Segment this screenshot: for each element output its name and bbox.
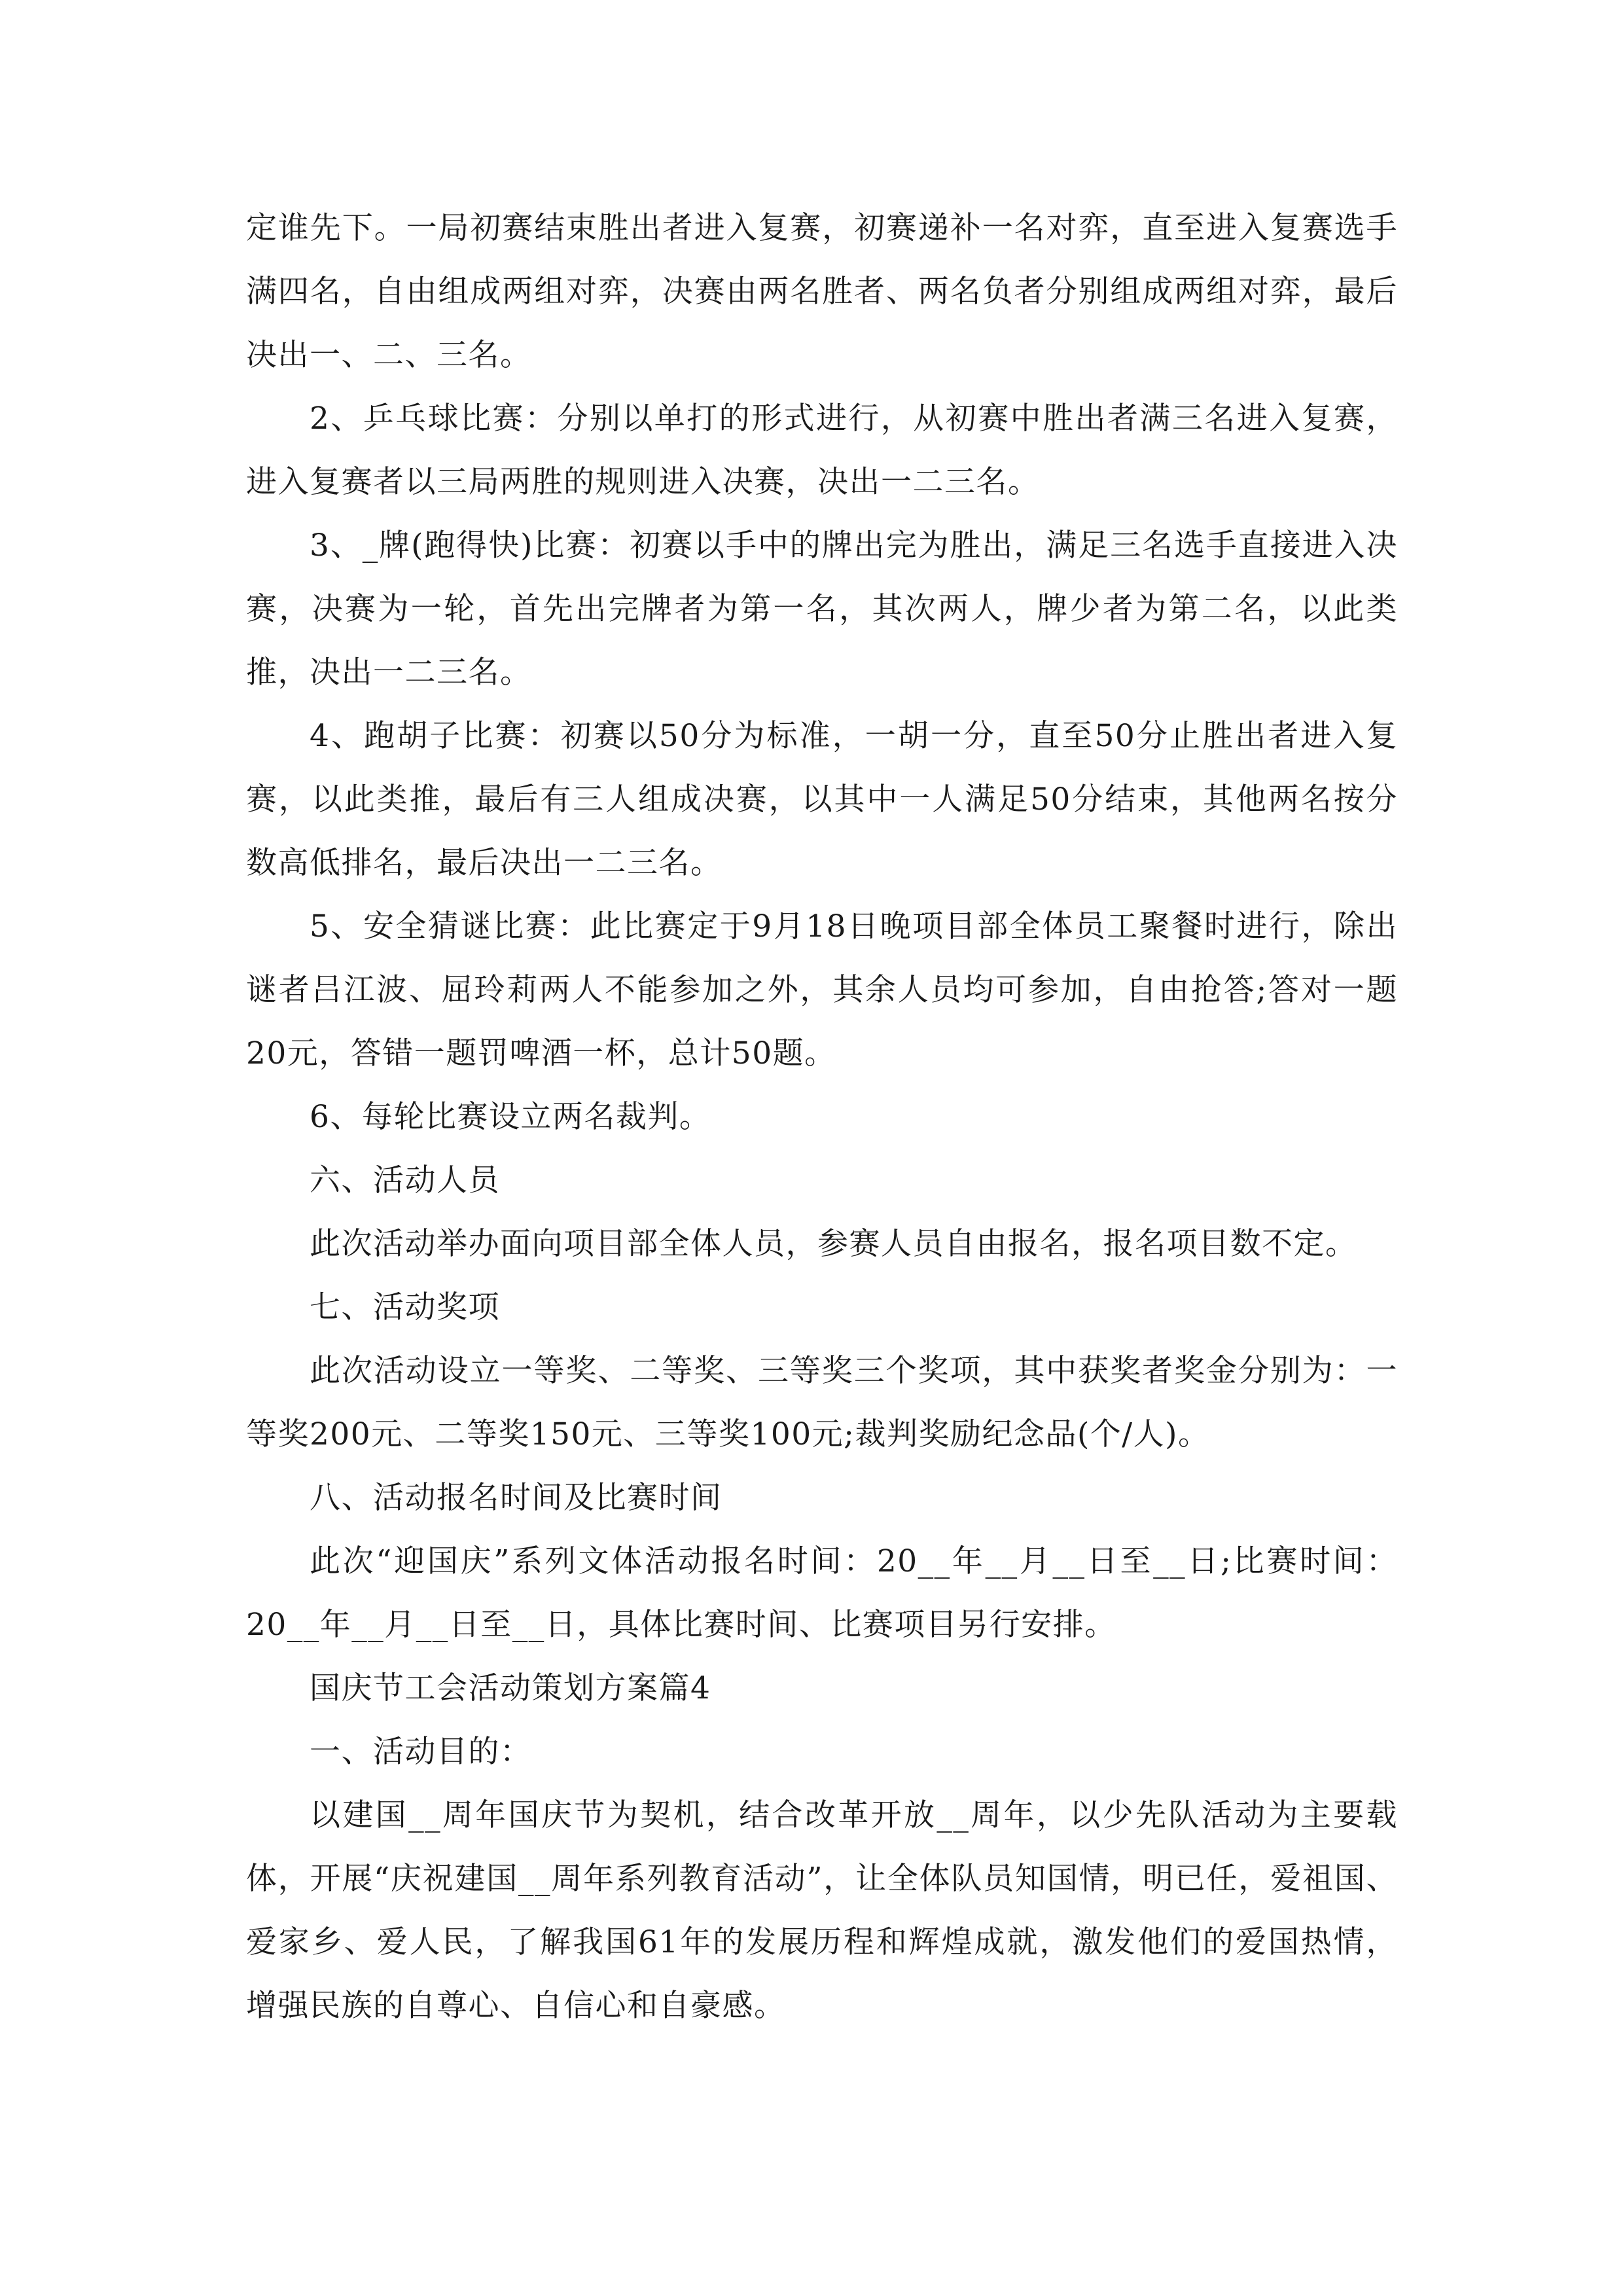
paragraph-table-tennis: 2、乒乓球比赛：分别以单打的形式进行，从初赛中胜出者满三名进入复赛，进入复赛者以三局两胜的规则进入决赛，决出一二三名。 (246, 401, 1398, 500)
heading-awards: 七、活动奖项 (310, 1289, 500, 1325)
paragraph-schedule: 此次“迎国庆”系列文体活动报名时间：20__年__月__日至__日;比赛时间：20__年__月__日至__日，具体比赛时间、比赛项目另行安排。 (246, 1543, 1398, 1643)
paragraph-awards: 此次活动设立一等奖、二等奖、三等奖三个奖项，其中获奖者奖金分别为：一等奖200元、二等奖150元、三等奖100元;裁判奖励纪念品(个/人)。 (246, 1353, 1398, 1452)
paragraph-continuation: 定谁先下。一局初赛结束胜出者进入复赛，初赛递补一名对弈，直至进入复赛选手满四名，自由组成两组对弈，决赛由两名胜者、两名负者分别组成两组对弈，最后决出一、二、三名。 (246, 210, 1398, 373)
heading-schedule: 八、活动报名时间及比赛时间 (310, 1480, 722, 1516)
heading-purpose: 一、活动目的： (310, 1734, 532, 1770)
document-body (246, 196, 1398, 2037)
section-title-plan-4: 国庆节工会活动策划方案篇4 (310, 1670, 711, 1706)
paragraph-card-game: 3、_牌(跑得快)比赛：初赛以手中的牌出完为胜出，满足三名选手直接进入决赛，决赛为一轮，首先出完牌者为第一名，其次两人，牌少者为第二名，以此类推，决出一二三名。 (246, 528, 1398, 691)
paragraph-riddle: 5、安全猜谜比赛：此比赛定于9月18日晚项目部全体员工聚餐时进行，除出谜者吕江波、屈玲莉两人不能参加之外，其余人员均可参加，自由抢答;答对一题20元，答错一题罚啤酒一杯，总计50题。 (246, 908, 1398, 1071)
paragraph-purpose: 以建国__周年国庆节为契机，结合改革开放__周年，以少先队活动为主要载体，开展“庆祝建国__周年系列教育活动”，让全体队员知国情，明已任，爱祖国、爱家乡、爱人民，了解我国61年的发展历程和辉煌成就，激发他们的爱国热情，增强民族的自尊心、自信心和自豪感。 (246, 1797, 1398, 2024)
paragraph-participants: 此次活动举办面向项目部全体人员，参赛人员自由报名，报名项目数不定。 (310, 1226, 1357, 1262)
paragraph-paohuzi: 4、跑胡子比赛：初赛以50分为标准，一胡一分，直至50分止胜出者进入复赛，以此类推，最后有三人组成决赛，以其中一人满足50分结束，其他两名按分数高低排名，最后决出一二三名。 (246, 718, 1398, 881)
heading-participants: 六、活动人员 (310, 1162, 500, 1198)
paragraph-referees: 6、每轮比赛设立两名裁判。 (310, 1099, 711, 1135)
